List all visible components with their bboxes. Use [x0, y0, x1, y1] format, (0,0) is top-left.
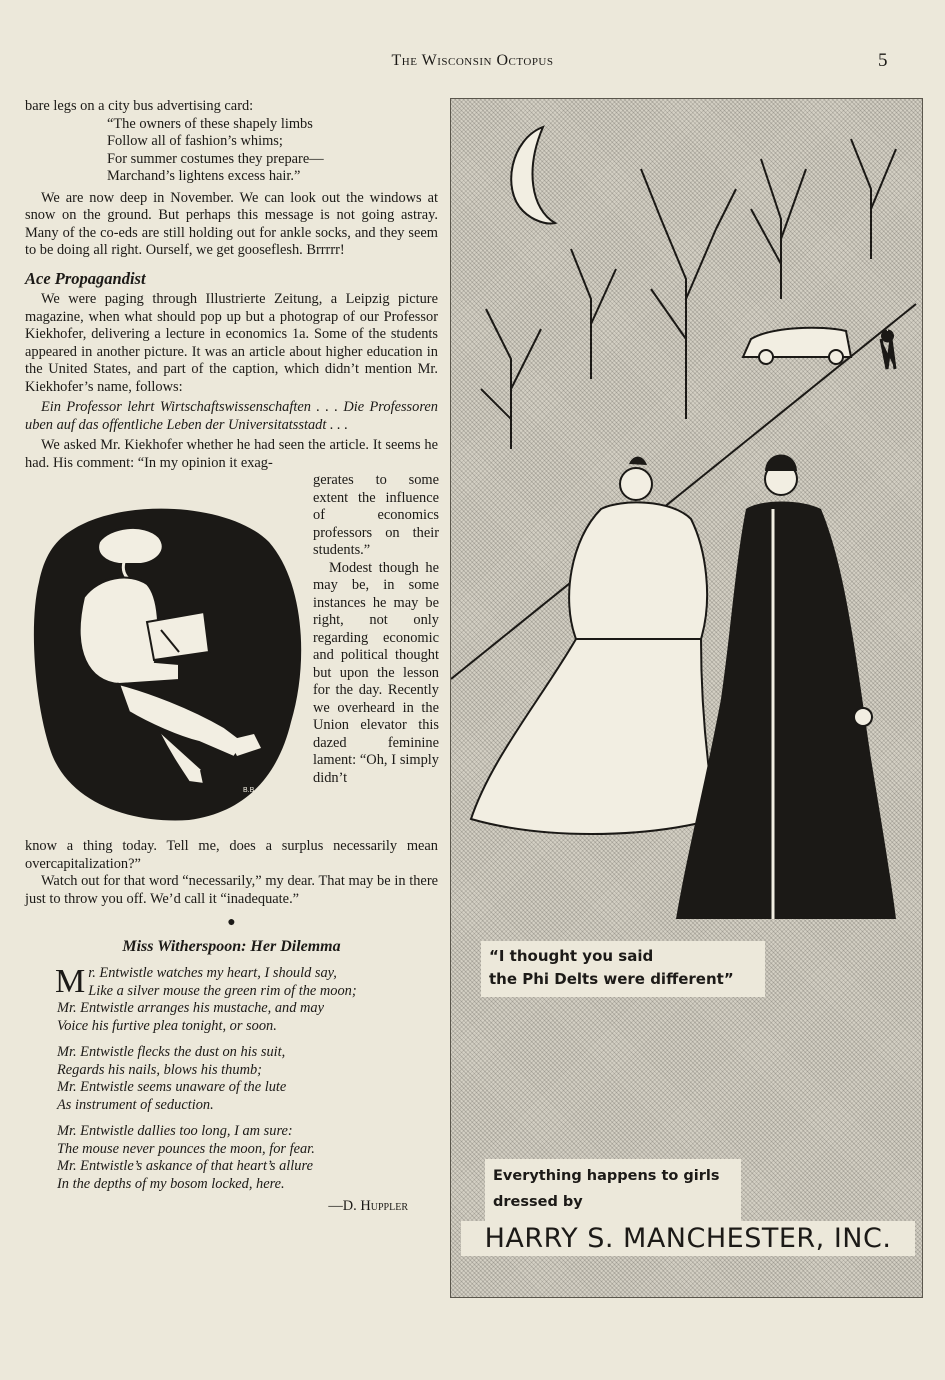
verse-line: For summer costumes they prepare— — [107, 150, 324, 167]
poem-line: Mr. Entwistle arranges his mustache, and may — [57, 1000, 325, 1016]
poem-line: Voice his furtive plea tonight, or soon. — [57, 1017, 277, 1034]
poem-signature: —D. Huppler — [328, 1198, 408, 1214]
section-heading: Ace Propagandist — [25, 268, 146, 288]
ad-tagline-line: dressed by — [493, 1194, 583, 1210]
article-column — [25, 98, 438, 1216]
poem — [25, 965, 438, 1216]
poem-title: Miss Witherspoon: Her Dilemma — [122, 937, 341, 955]
poem-line: Like a silver mouse the green rim of the moon; — [88, 982, 357, 999]
ad-quote-line: the Phi Delts were different” — [489, 970, 734, 988]
moon-icon — [511, 127, 555, 224]
poem-line: The mouse never pounces the moon, for fear. — [57, 1140, 315, 1157]
section-divider-bullet: ● — [227, 915, 236, 930]
ad-tagline — [485, 1159, 741, 1221]
paragraph-paging: We were paging through Illustrierte Zeitung, a Leipzig picture magazine, when what should pop up but a photograp of our Professor Kiekhofer, delivering a lecture in economics 1a. Some of the students appeared in another picture. It was an article about higher education in the United States, and part of the caption, which didn’t mention Mr. Kiekhofer’s name, follows: — [25, 291, 438, 395]
running-head: The Wisconsin Octopus — [391, 52, 554, 69]
poem-line: In the depths of my bosom locked, here. — [57, 1175, 285, 1192]
paragraph-watch: Watch out for that word “necessarily,” my dear. That may be in there just to throw you off. We’d call it “inadequate.” — [25, 873, 438, 907]
poem-line: r. Entwistle watches my heart, I should say, — [88, 965, 337, 981]
ad-tagline-line: Everything happens to girls — [493, 1168, 720, 1184]
paragraph-asked: We asked Mr. Kiekhofer whether he had seen the article. It seems he had. His comment: “In my opinion it exag- — [25, 437, 438, 471]
illustration-signature: B.B. — [243, 787, 257, 794]
poem-stanza — [57, 965, 438, 1035]
verse-line: “The owners of these shapely limbs — [107, 115, 313, 132]
woman-in-black-gown — [676, 455, 896, 920]
page-number: 5 — [878, 50, 888, 71]
intro-line: bare legs on a city bus advertising card: — [25, 98, 254, 114]
poem-stanza — [57, 1123, 438, 1193]
poem-line: Mr. Entwistle seems unaware of the lute — [57, 1079, 287, 1095]
illustration-wrap — [25, 472, 438, 838]
ad-quote-line: “I thought you said — [489, 947, 654, 965]
poem-line: Mr. Entwistle dallies too long, I am sure: — [57, 1123, 293, 1139]
paragraph-continuation: know a thing today. Tell me, does a surplus necessarily mean overcapitalization?” — [25, 838, 438, 872]
ad-verse — [107, 116, 438, 186]
quote-end: gerates to some extent the influence of economics professors on their students.” — [313, 472, 439, 558]
bare-trees — [481, 139, 896, 449]
poem-line: Regards his nails, blows his thumb; — [57, 1061, 262, 1078]
verse-line: Marchand’s lightens excess hair.” — [107, 168, 301, 184]
poem-line: Mr. Entwistle flecks the dust on his suit, — [57, 1044, 286, 1060]
ad-brand: HARRY S. MANCHESTER, INC. — [461, 1221, 915, 1256]
paragraph-november: We are now deep in November. We can look out the windows at snow on the ground. But perhaps this message is not going astray. Many of the co-eds are still holding out for ankle socks, and they seem to be doing all right. Ourself, we get gooseflesh. Brrrrr! — [25, 189, 438, 258]
verse-line: Follow all of fashion’s whims; — [107, 133, 283, 149]
drop-cap: M — [55, 963, 86, 1000]
poem-line: Mr. Entwistle’s askance of that heart’s allure — [57, 1158, 313, 1174]
car — [743, 328, 851, 364]
student-writing-illustration — [29, 502, 309, 822]
advertisement — [450, 98, 923, 1298]
ad-quote — [481, 941, 765, 997]
wrap-text — [313, 472, 439, 787]
ad-illustration — [451, 99, 922, 939]
woman-in-white-gown — [471, 457, 716, 834]
german-caption: Ein Professor lehrt Wirtschaftswissenschaften . . . Die Professoren uben auf das offentliche Leben der Universitatsstadt . . . — [25, 399, 438, 433]
poem-stanza — [57, 1044, 438, 1114]
paragraph-modest: Modest though he may be, in some instances he may be right, not only regarding economic and political thought but upon the lesson for the day. Recently we overheard in the Union elevator this dazed feminine lament: “Oh, I simply didn’t — [313, 559, 439, 786]
poem-line: As instrument of seduction. — [57, 1096, 214, 1113]
